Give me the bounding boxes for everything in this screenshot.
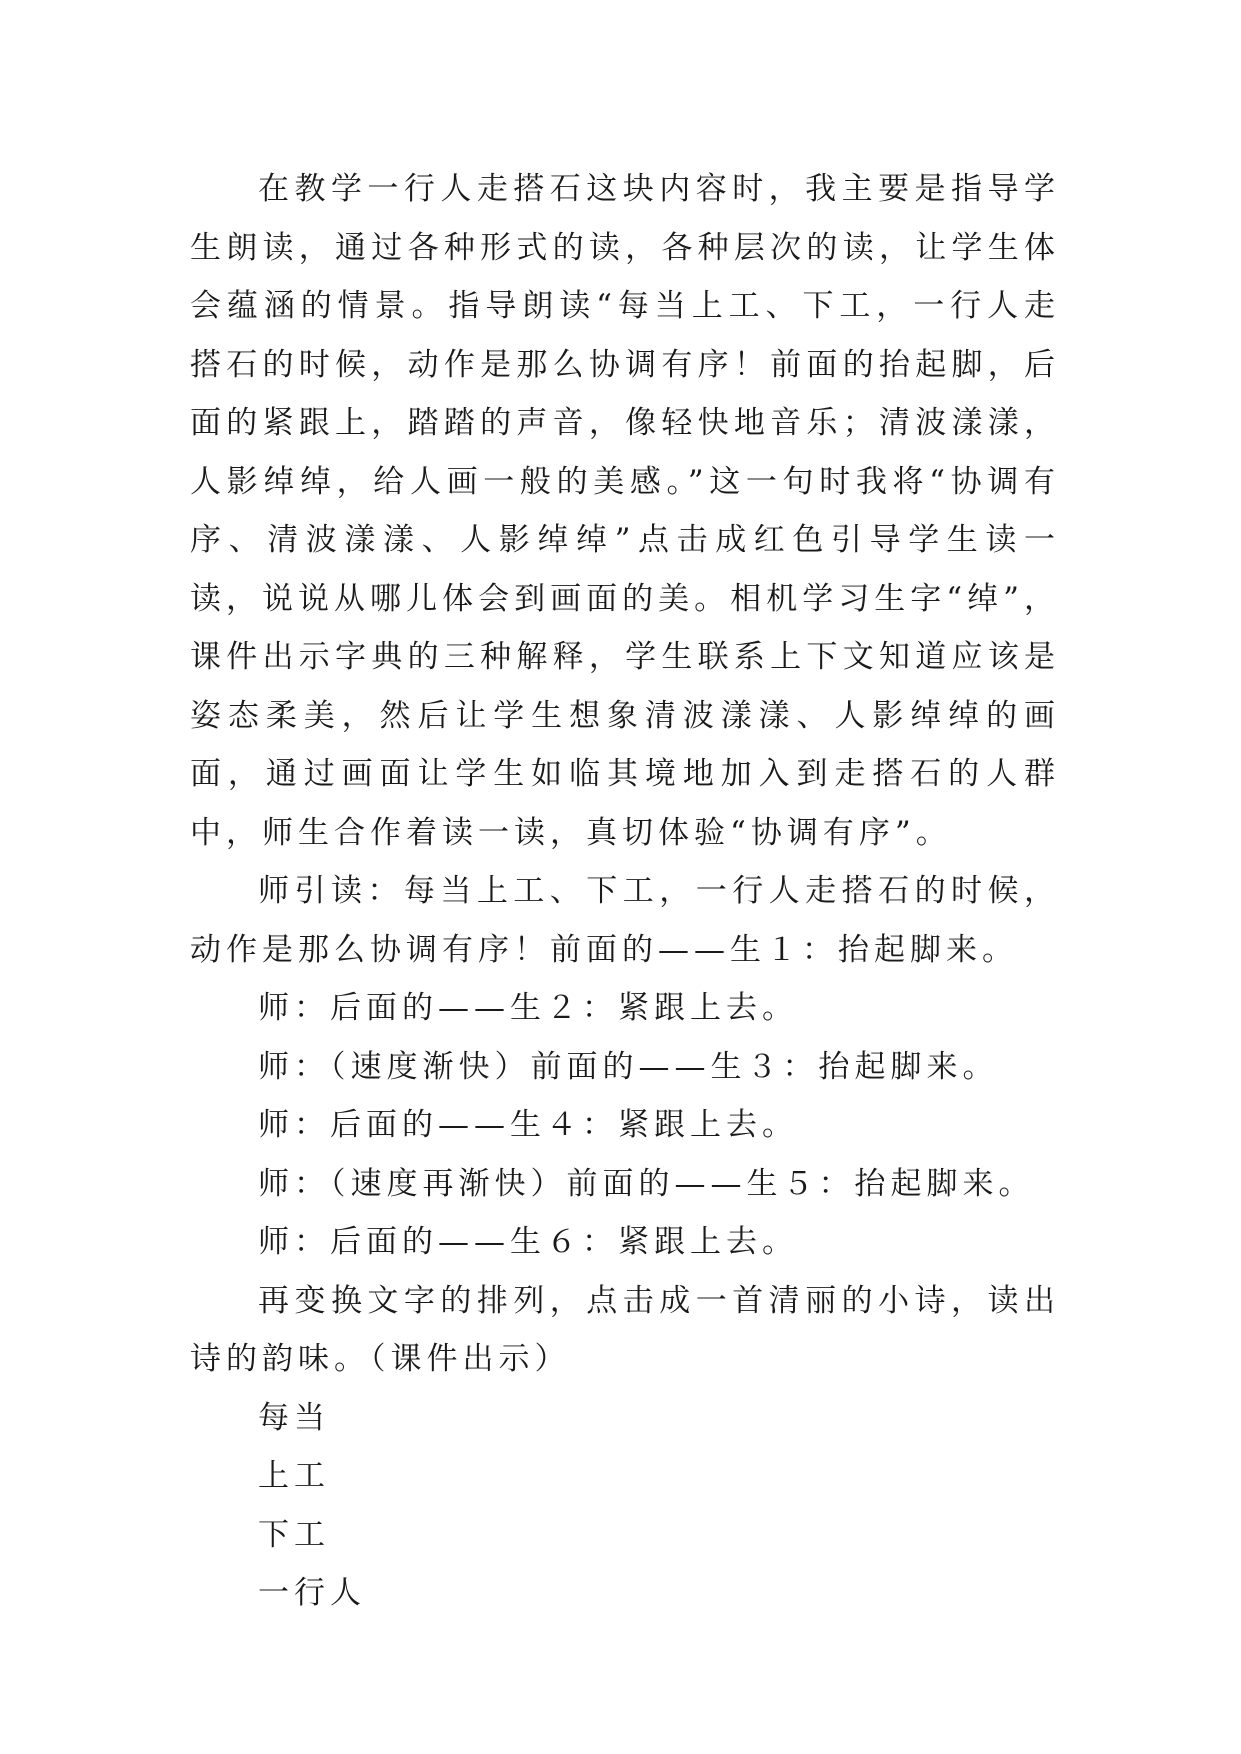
poem-line: 一行人 bbox=[258, 1575, 366, 1611]
dialogue-line: 师：后面的——生６：紧跟上去。 bbox=[258, 1224, 798, 1260]
poem-line: 下工 bbox=[258, 1516, 330, 1553]
dialogue-line: 师：后面的——生４：紧跟上去。 bbox=[258, 1107, 798, 1143]
poem-line: 每当 bbox=[258, 1399, 330, 1436]
document-body bbox=[190, 160, 1060, 1623]
dialogue-line: 师：后面的——生２：紧跟上去。 bbox=[258, 990, 798, 1026]
dialogue-line: 师：（速度渐快）前面的——生３：抬起脚来。 bbox=[258, 1048, 999, 1085]
paragraph-poem-intro: 再变换文字的排列，点击成一首清丽的小诗，读出诗的韵味。（课件出示） bbox=[190, 1282, 1060, 1377]
poem-line: 上工 bbox=[258, 1458, 330, 1494]
paragraph-teaching-reflection: 在教学一行人走搭石这块内容时，我主要是指导学生朗读，通过各种形式的读，各种层次的读，让学生体会蕴涵的情景。指导朗读“每当上工、下工，一行人走搭石的时候，动作是那么协调有序！前面的抬起脚，后面的紧跟上，踏踏的声音，像轻快地音乐；清波漾漾，人影绰绰，给人画一般的美感。”这一句时我将“协调有序、清波漾漾、人影绰绰”点击成红色引导学生读一读，说说从哪儿体会到画面的美。相机学习生字“绰”，课件出示字典的三种解释，学生联系上下文知道应该是姿态柔美，然后让学生想象清波漾漾、人影绰绰的画面，通过画面让学生如临其境地加入到走搭石的人群中，师生合作着读一读，真切体验“协调有序”。 bbox=[190, 171, 1060, 851]
dialogue-line: 师：（速度再渐快）前面的——生５：抬起脚来。 bbox=[258, 1165, 1035, 1202]
paragraph-guided-reading: 师引读：每当上工、下工，一行人走搭石的时候，动作是那么协调有序！前面的——生１：抬起脚来。 bbox=[190, 873, 1060, 968]
